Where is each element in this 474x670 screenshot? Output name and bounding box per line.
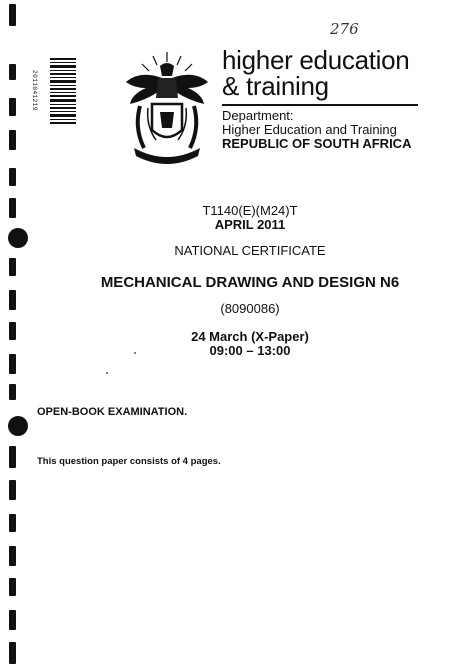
binding-mark xyxy=(9,578,16,596)
binding-mark xyxy=(9,98,16,116)
binding-mark xyxy=(9,64,16,80)
barcode-number: 2011041219 xyxy=(31,70,38,112)
paper-date: APRIL 2011 xyxy=(214,217,286,232)
paper-code: T1140(E)(M24)T xyxy=(202,203,298,218)
binding-mark xyxy=(9,610,16,630)
subject-title: MECHANICAL DRAWING AND DESIGN N6 xyxy=(100,274,400,291)
brand-line-1: higher education xyxy=(222,45,410,75)
binding-mark xyxy=(9,642,16,664)
binding-mark xyxy=(9,130,16,150)
coat-of-arms-icon xyxy=(120,48,214,166)
handwritten-number: 276 xyxy=(330,20,359,38)
department-label: Department: xyxy=(222,108,294,123)
brand-line-2: & training xyxy=(222,71,329,101)
binding-mark xyxy=(9,290,16,310)
scan-speck xyxy=(106,372,108,374)
open-book-note: OPEN-BOOK EXAMINATION. xyxy=(37,406,188,418)
binding-mark xyxy=(9,258,16,276)
exam-date: 24 March (X-Paper) xyxy=(191,329,309,344)
certificate-title: NATIONAL CERTIFICATE xyxy=(174,243,326,258)
page-count-note: This question paper consists of 4 pages. xyxy=(37,456,221,467)
binding-mark xyxy=(9,384,16,400)
binding-mark xyxy=(9,168,16,186)
binding-mark xyxy=(9,322,16,340)
binding-mark xyxy=(9,198,16,218)
barcode-icon xyxy=(50,58,76,126)
scan-speck xyxy=(134,352,136,354)
punch-hole xyxy=(8,416,28,436)
binding-mark xyxy=(9,480,16,500)
brand-divider xyxy=(222,104,418,106)
exam-time: 09:00 – 13:00 xyxy=(209,343,291,358)
binding-mark xyxy=(9,446,16,468)
subject-code: (8090086) xyxy=(220,301,280,316)
binding-mark xyxy=(9,354,16,374)
binding-mark xyxy=(9,546,16,566)
binding-mark xyxy=(9,4,16,26)
department-name: Higher Education and Training xyxy=(222,122,397,137)
punch-hole xyxy=(8,228,28,248)
binding-mark xyxy=(9,514,16,532)
country-name: REPUBLIC OF SOUTH AFRICA xyxy=(222,136,412,151)
